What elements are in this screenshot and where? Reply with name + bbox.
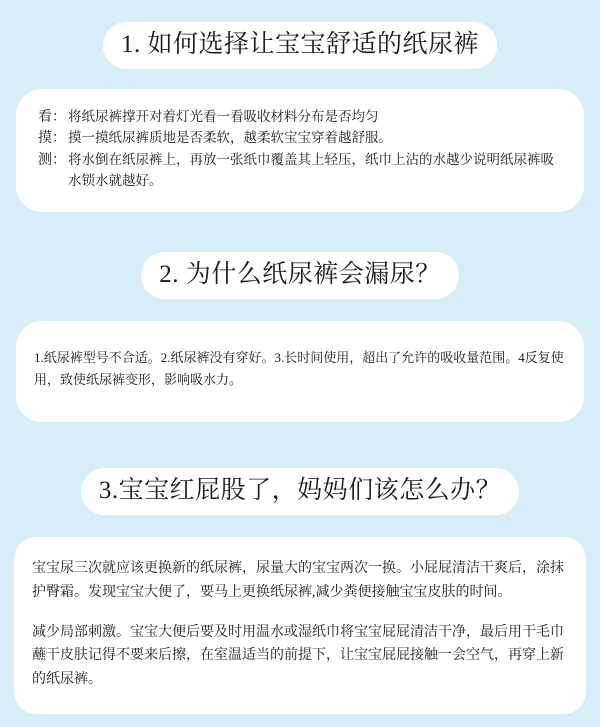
section-3-heading-wrap: [0, 468, 600, 515]
section-3-heading: 3.宝宝红屁股了，妈妈们该怎么办？: [81, 468, 519, 515]
section-3-card: [14, 537, 586, 714]
qa-item: [38, 150, 562, 192]
section-2-body: 1.纸尿裤型号不合适。2.纸尿裤没有穿好。3.长时间使用，超出了允许的吸收量范围。4反复使用，致使纸尿裤变形，影响吸水力。: [34, 349, 564, 388]
qa-text: 将水倒在纸尿裤上，再放一张纸巾覆盖其上轻压，纸巾上沾的水越少说明纸尿裤吸水锁水就越好。: [68, 152, 554, 189]
paragraph: 减少局部刺激。宝宝大便后要及时用温水或湿纸巾将宝宝屁屁清洁干净，最后用干毛巾蘸干皮肤记得不要来后擦，在室温适当的前提下，让宝宝屁屁接触一会空气，再穿上新的纸尿裤。: [32, 624, 564, 688]
section-1-card: [16, 89, 584, 212]
section-3-body: [32, 557, 568, 692]
document-page: [0, 22, 600, 727]
qa-text: 将纸尿裤撑开对着灯光看一看吸收材料分布是否均匀: [68, 108, 379, 124]
section-2-heading-wrap: [0, 252, 600, 299]
paragraph: 宝宝尿三次就应该更换新的纸尿裤，尿量大的宝宝两次一换。小屁屁清洁干爽后，涂抹护臀霜。发现宝宝大便了，要马上更换纸尿裤,减少粪便接触宝宝皮肤的时间。: [32, 560, 564, 600]
section-1-heading-wrap: [0, 22, 600, 69]
pill-wrap-3: [14, 468, 586, 515]
qa-label: 看：: [38, 109, 66, 125]
pill-wrap-1: [14, 22, 586, 69]
qa-text: 摸一摸纸尿裤质地是否柔软，越柔软宝宝穿着越舒服。: [68, 130, 392, 146]
qa-item: [38, 107, 562, 129]
qa-label: 摸：: [38, 131, 66, 147]
pill-wrap-2: [14, 252, 586, 299]
qa-label: 测：: [38, 153, 66, 169]
section-2-heading: 2. 为什么纸尿裤会漏尿？: [141, 252, 459, 299]
section-2-card: [16, 321, 584, 423]
section-1-heading: 1. 如何选择让宝宝舒适的纸尿裤: [103, 22, 497, 69]
qa-item: [38, 128, 562, 150]
